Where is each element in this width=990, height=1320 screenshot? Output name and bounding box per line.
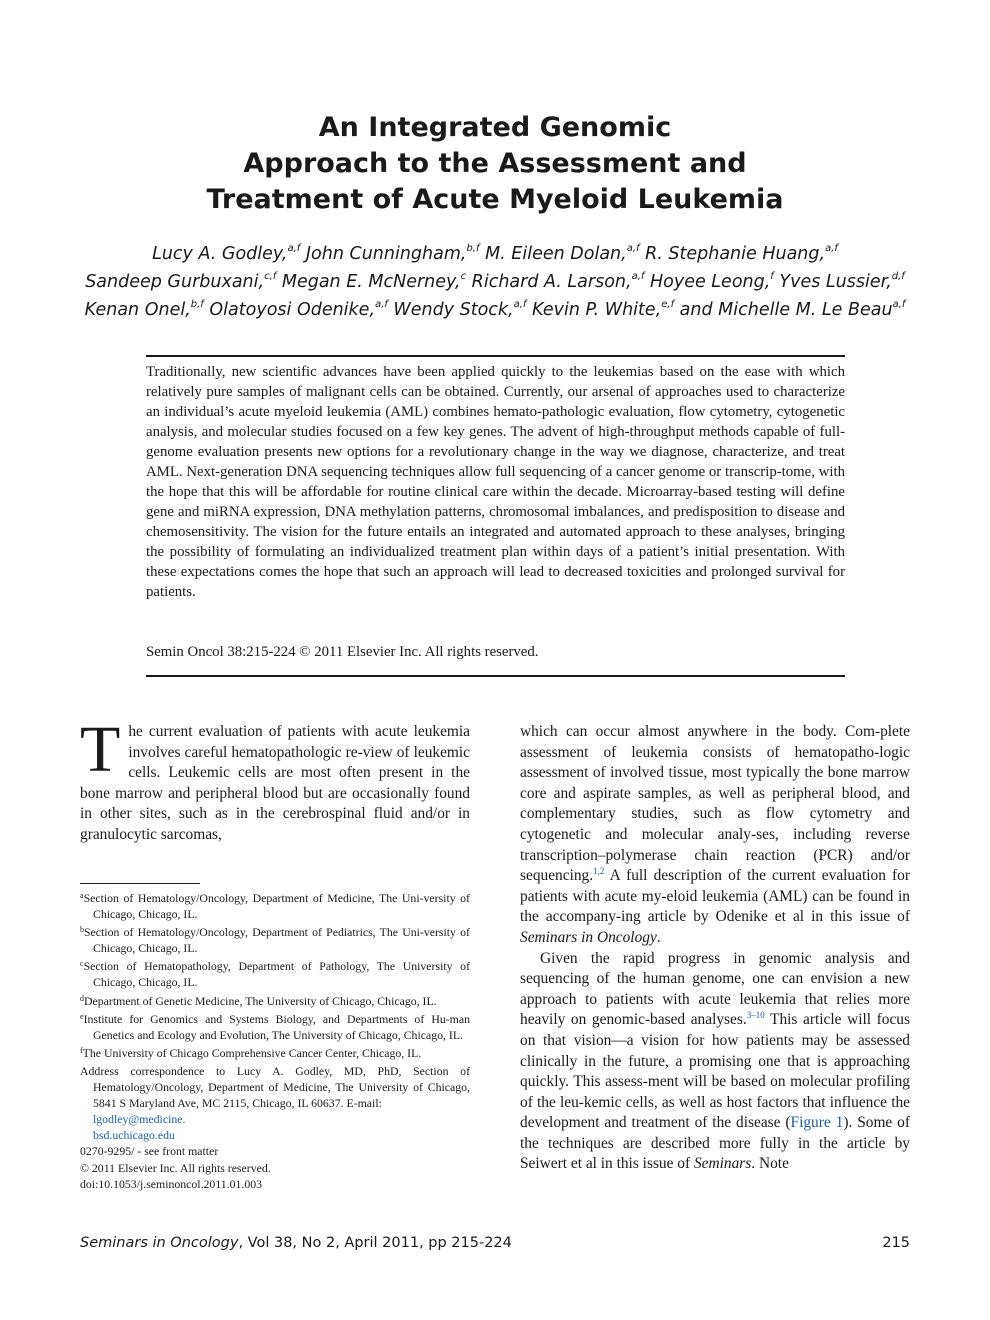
author-affiliation: a,f bbox=[287, 243, 301, 254]
paragraph-1 bbox=[520, 722, 910, 949]
author bbox=[152, 244, 300, 264]
author-affiliation: e,f bbox=[661, 299, 675, 310]
author bbox=[680, 300, 906, 320]
reference-3-10[interactable]: 3–10 bbox=[746, 1010, 765, 1021]
body-left-text: he current evaluation of patients with acute leukemia involves careful hematopathologic re-view of leukemic cells. Leukemic cells are most often present in the bone marrow and peripheral blood but are occasionally found in other sites, such as in the cerebrospinal fluid and/or in granulocytic sarcomas, bbox=[80, 723, 470, 843]
author-affiliation: a,f bbox=[375, 299, 388, 310]
affiliation-text: Department of Genetic Medicine, The University of Chicago, Chicago, IL. bbox=[84, 993, 437, 1008]
affiliation-footnote bbox=[80, 1011, 470, 1043]
affiliation-key: c bbox=[80, 959, 84, 969]
author-affiliation: f bbox=[770, 271, 774, 282]
running-footer bbox=[80, 1234, 512, 1252]
affiliation-footnote bbox=[80, 993, 470, 1009]
author-list bbox=[40, 240, 950, 324]
reference-1-2[interactable]: 1,2 bbox=[593, 866, 605, 877]
copyright-line: © 2011 Elsevier Inc. All rights reserved. bbox=[80, 1160, 271, 1175]
abstract-bottom-rule bbox=[146, 675, 845, 677]
affiliation-list bbox=[80, 890, 470, 1061]
page-number: 215 bbox=[882, 1235, 910, 1251]
email-line-1: lgodley@medicine. bbox=[93, 1112, 186, 1127]
abstract-citation: Semin Oncol 38:215-224 © 2011 Elsevier Inc. All rights reserved. bbox=[146, 644, 539, 660]
footer-journal: Seminars in Oncology bbox=[80, 1235, 239, 1251]
affiliation-footnote bbox=[80, 958, 470, 990]
drop-cap: T bbox=[80, 713, 121, 786]
doi-line: doi:10.1053/j.seminoncol.2011.01.003 bbox=[80, 1176, 263, 1191]
affiliation-key: b bbox=[80, 925, 84, 935]
paragraph-2 bbox=[520, 949, 910, 1176]
author bbox=[779, 272, 904, 292]
author-affiliation: c,f bbox=[264, 271, 277, 282]
author bbox=[485, 244, 639, 264]
correspondence-note: Address correspondence to Lucy A. Godley, MD, PhD, Section of Hematology/Oncology, Department of Medicine, The University of Chicago, 5841 S Maryland Ave, MC 2115, Chicago, IL 60637. E-mail: bbox=[80, 1063, 470, 1111]
author-name: R. Stephanie Huang, bbox=[645, 244, 826, 264]
p2-text-c: ). Some of the techniques are described more fully in the article by Seiwert et al in this issue of bbox=[520, 1114, 910, 1173]
email-line-2: bsd.uchicago.edu bbox=[93, 1128, 175, 1143]
p1-text-b: A full description of the current evaluation for patients with acute my-eloid leukemia (AML) can be found in the accompany-ing article by Odenike et al in this issue of bbox=[520, 867, 910, 926]
author bbox=[532, 300, 674, 320]
affiliation-key: d bbox=[80, 993, 84, 1003]
email-link[interactable] bbox=[80, 1111, 470, 1143]
author-affiliation: a,f bbox=[513, 299, 527, 310]
author-affiliation: a,f bbox=[626, 243, 640, 254]
author-affiliation: d,f bbox=[891, 271, 905, 282]
author-name: Sandeep Gurbuxani, bbox=[85, 272, 265, 292]
affiliation-footnote bbox=[80, 890, 470, 922]
author-name: Wendy Stock, bbox=[393, 300, 514, 320]
affiliation-key: f bbox=[80, 1045, 83, 1055]
author-affiliation: c bbox=[460, 271, 467, 282]
author-affiliation: b,f bbox=[466, 243, 480, 254]
author bbox=[650, 272, 774, 292]
author bbox=[472, 272, 645, 292]
affiliation-footnote bbox=[80, 1045, 470, 1061]
affiliation-text: Institute for Genomics and Systems Biology, and Departments of Hu-man Genetics and Ecology and Evolution, The University of Chicago, Chicago, IL. bbox=[83, 1011, 470, 1042]
author bbox=[85, 272, 276, 292]
author-name: Yves Lussier, bbox=[779, 272, 892, 292]
abstract-top-rule bbox=[146, 355, 845, 357]
p2-journal-name: Seminars bbox=[693, 1155, 752, 1173]
affiliation-footnote bbox=[80, 924, 470, 956]
article-title bbox=[0, 110, 990, 218]
footnote-rule bbox=[80, 883, 200, 884]
title-line-2: Approach to the Assessment and bbox=[243, 148, 747, 179]
footnotes bbox=[80, 890, 470, 1192]
author-affiliation: a,f bbox=[825, 243, 838, 254]
author-name: Kenan Onel, bbox=[84, 300, 191, 320]
author bbox=[306, 244, 480, 264]
p2-text-b: This article will focus on that vision—a vision for how patients may be assessed clinically in the future, a promising one that is approaching quickly. This assess-ment will be based on molecular profiling of the leu-kemic cells, as well as host factors that influence the development and treatment of the disease ( bbox=[520, 1011, 910, 1132]
affiliation-text: The University of Chicago Comprehensive Cancer Center, Chicago, IL. bbox=[82, 1045, 422, 1060]
p1-text-a: which can occur almost anywhere in the body. Com-plete assessment of leukemia consists of hematopatho-logic assessment of involved tissue, most typically the bone marrow core and aspirate samples, as well as peripheral blood, and complementary studies, such as flow cytometry and cytogenetic and molecular analy-ses, including reverse transcription–polymerase chain reaction (PCR) and/or sequencing. bbox=[520, 723, 910, 885]
author bbox=[85, 300, 204, 320]
affiliation-text: Section of Hematopathology, Department of Pathology, The University of Chicago, Chicago, IL. bbox=[83, 959, 470, 990]
author bbox=[393, 300, 526, 320]
author bbox=[209, 300, 387, 320]
p2-end: . Note bbox=[751, 1155, 789, 1173]
author-name: and Michelle M. Le Beau bbox=[679, 300, 893, 320]
p1-end: . bbox=[656, 928, 661, 946]
author-name: Lucy A. Godley, bbox=[152, 244, 288, 264]
author-affiliation: a,f bbox=[892, 299, 906, 310]
author-name: Kevin P. White, bbox=[532, 300, 662, 320]
author-name: Megan E. McNerney, bbox=[281, 272, 461, 292]
author-name: Olatoyosi Odenike, bbox=[209, 300, 376, 320]
author-affiliation: a,f bbox=[631, 271, 645, 282]
affiliation-text: Section of Hematology/Oncology, Department of Medicine, The Uni-versity of Chicago, Chicago, IL. bbox=[83, 891, 470, 922]
p2-text-a: Given the rapid progress in genomic analysis and sequencing of the human genome, one can envision a new approach to patients with acute leukemia that relies more heavily on genomic-based analyses. bbox=[520, 949, 910, 1029]
figure-1-link[interactable]: Figure 1 bbox=[790, 1114, 844, 1132]
author bbox=[282, 272, 466, 292]
title-line-3: Treatment of Acute Myeloid Leukemia bbox=[206, 184, 784, 215]
author-name: John Cunningham, bbox=[305, 244, 467, 264]
affiliation-key: a bbox=[80, 891, 84, 900]
title-line-1: An Integrated Genomic bbox=[318, 112, 672, 143]
author-name: Hoyee Leong, bbox=[649, 272, 771, 292]
author bbox=[645, 244, 838, 264]
author-affiliation: b,f bbox=[190, 299, 204, 310]
abstract: Traditionally, new scientific advances have been applied quickly to the leukemias based on the ease with which relatively pure samples of malignant cells can be obtained. Currently, our arsenal of approaches used to characterize an individual’s acute myeloid leukemia (AML) combines hemato-pathologic evaluation, flow cytometry, cytogenetic analysis, and molecular studies focused on a few key genes. The advent of high-throughput methods capable of full-genome evaluation presents new options for a revolutionary change in the way we diagnose, characterize, and treat AML. Next-generation DNA sequencing techniques allow full sequencing of a cancer genome or transcrip-tome, with the hope that this will be affordable for routine clinical care within the decade. Microarray-based testing will define gene and miRNA expression, DNA methylation patterns, chromosomal imbalances, and predisposition to disease and chemosensitivity. The vision for the future entails an integrated and automated approach to these analyses, bringing the possibility of formulating an individualized treatment plan within days of a patient’s initial presentation. With these expectations comes the hope that such an approach will lead to decreased toxicities and prolonged survival for patients. bbox=[146, 364, 845, 600]
affiliation-key: e bbox=[80, 1011, 84, 1021]
p1-journal-name: Seminars in Oncology bbox=[520, 928, 657, 946]
body-left-column bbox=[80, 713, 470, 846]
author-name: M. Eileen Dolan, bbox=[485, 244, 627, 264]
footer-details: , Vol 38, No 2, April 2011, pp 215-224 bbox=[238, 1235, 512, 1251]
body-right-column bbox=[520, 722, 910, 1175]
author-name: Richard A. Larson, bbox=[471, 272, 632, 292]
affiliation-text: Section of Hematology/Oncology, Department of Pediatrics, The Uni-versity of Chicago, Chicago, IL. bbox=[84, 925, 470, 956]
issn-line: 0270-9295/ - see front matter bbox=[80, 1144, 219, 1159]
